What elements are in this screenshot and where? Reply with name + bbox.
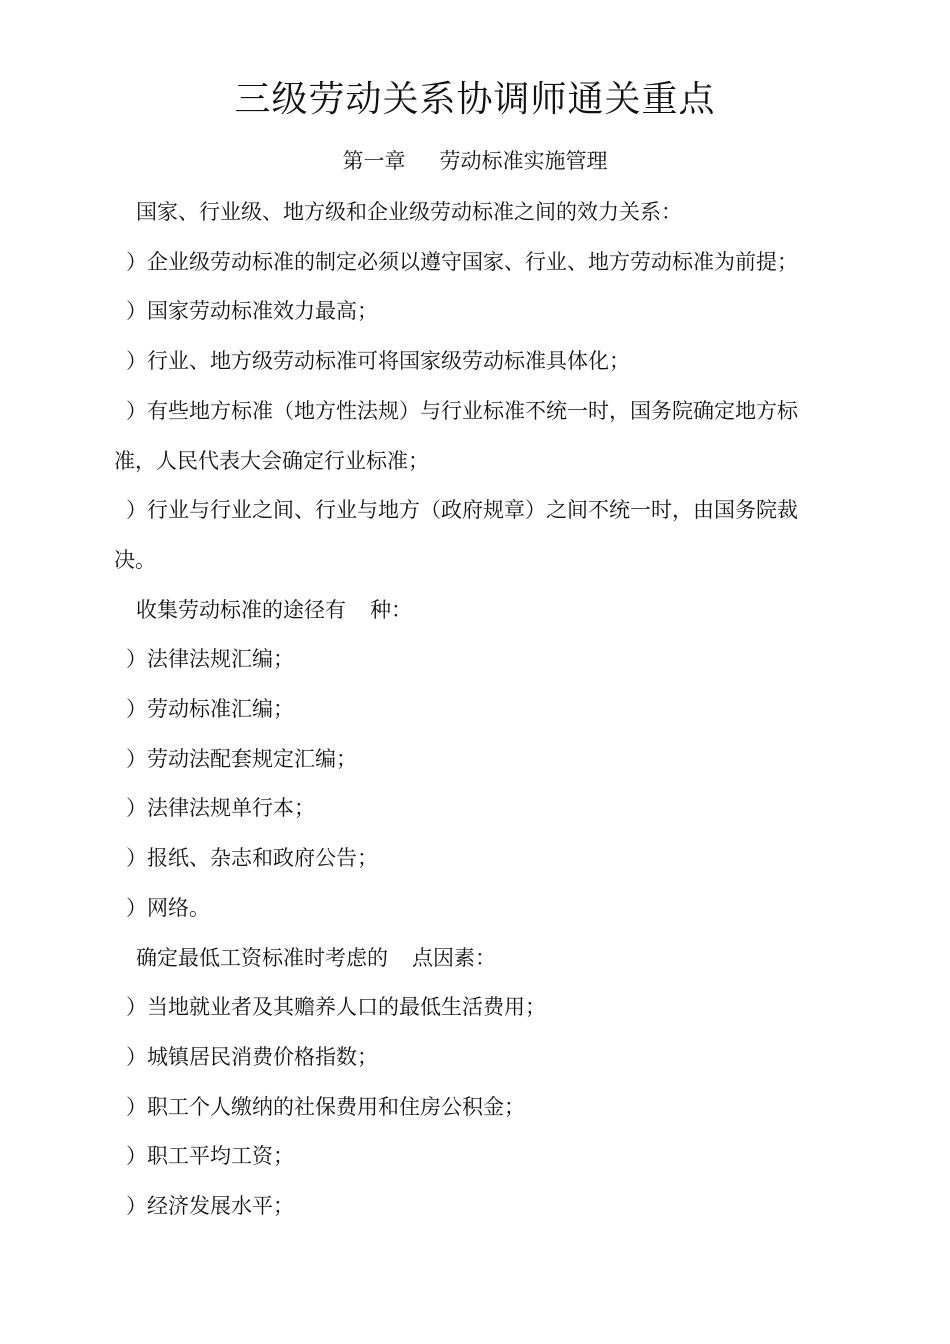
list-item: ）国家劳动标准效力最高； (126, 299, 378, 324)
list-item: ）行业、地方级劳动标准可将国家级劳动标准具体化； (126, 349, 630, 374)
section-heading-part: 收集劳动标准的途径有 (136, 597, 346, 622)
list-item: ）网络。 (126, 895, 210, 920)
list-item: ）经济发展水平； (126, 1194, 294, 1219)
list-item: ）职工个人缴纳的社保费用和住房公积金； (126, 1094, 525, 1119)
list-item: ）职工平均工资； (126, 1144, 294, 1169)
section-heading-part: 种： (370, 597, 412, 622)
section-heading-part: 确定最低工资标准时考虑的 (136, 945, 388, 970)
list-item: ）企业级劳动标准的制定必须以遵守国家、行业、地方劳动标准为前提； (126, 249, 798, 274)
list-item: ）报纸、杂志和政府公告； (126, 846, 378, 871)
section-heading (114, 586, 840, 636)
list-item-continuation: 准，人民代表大会确定行业标准； (114, 448, 429, 473)
chapter-heading (0, 141, 950, 181)
list-item: ）当地就业者及其赡养人口的最低生活费用； (126, 995, 546, 1020)
list-item: ）行业与行业之间、行业与地方（政府规章）之间不统一时，由国务院裁 (126, 498, 798, 523)
chapter-name: 劳动标准实施管理 (439, 149, 608, 173)
list-item: ）劳动标准汇编； (126, 697, 294, 722)
list-item: ）有些地方标准（地方性法规）与行业标准不统一时，国务院确定地方标 (126, 398, 798, 423)
list-item: ）法律法规单行本； (126, 796, 315, 821)
section-heading (114, 934, 840, 984)
chapter-label: 第一章 (342, 149, 406, 173)
section-heading: 国家、行业级、地方级和企业级劳动标准之间的效力关系： (136, 200, 682, 224)
document-body (114, 188, 840, 1232)
list-item: ）法律法规汇编； (126, 647, 294, 672)
document-title: 三级劳动关系协调师通关重点 (234, 79, 716, 120)
section-heading-part: 点因素： (412, 945, 496, 970)
list-item-continuation: 决。 (114, 547, 156, 572)
list-item: ）城镇居民消费价格指数； (126, 1044, 378, 1069)
list-item: ）劳动法配套规定汇编； (126, 746, 357, 771)
